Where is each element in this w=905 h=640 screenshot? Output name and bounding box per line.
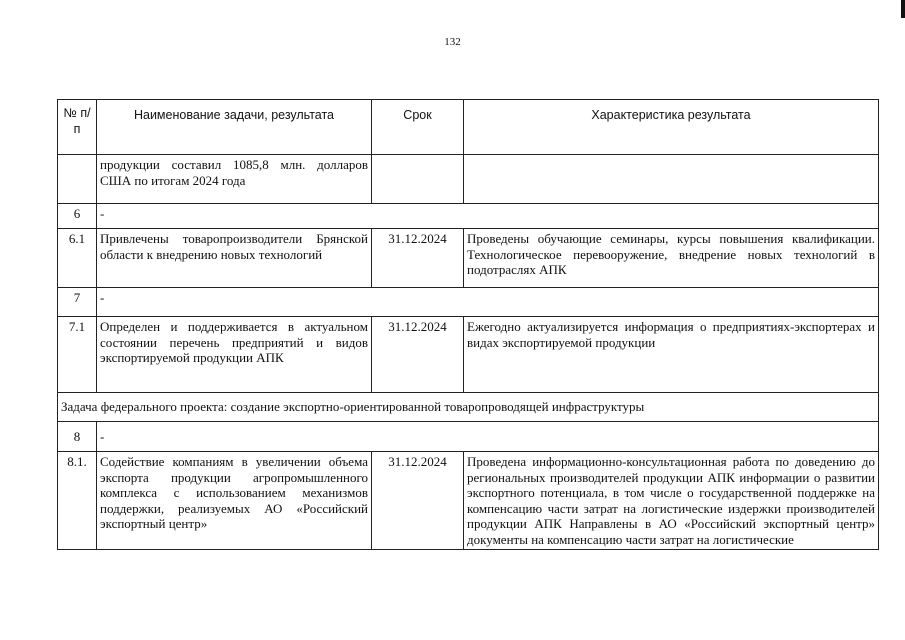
row-num: 7.1 [58,317,97,393]
row-name: Привлечены товаропроизводители Брянской области к внедрению новых технологий [97,229,372,288]
header-name: Наименование задачи, результата [97,100,372,155]
header-result: Характеристика результата [464,100,879,155]
header-num: № п/п [58,100,97,155]
row-name: Определен и поддерживается в актуальном состоянии перечень предприятий и видов экспортируемой продукции АПК [97,317,372,393]
section-name: - [97,288,879,317]
table-row [58,229,879,288]
row-result: Проведены обучающие семинары, курсы повышения квалификации. Технологическое перевооружение, внедрение новых технологий в подотраслях АПК [464,229,879,288]
section-num: 6 [58,204,97,229]
task-row [58,393,879,422]
row-num: 8.1. [58,452,97,550]
row-result: Ежегодно актуализируется информация о предприятиях-экспортерах и видах экспортируемой продукции [464,317,879,393]
table-row [58,155,879,204]
page-number: 132 [444,36,461,48]
section-num: 7 [58,288,97,317]
scan-edge-mark [901,0,905,18]
header-term: Срок [372,100,464,155]
row-num [58,155,97,204]
section-num: 8 [58,422,97,452]
table-row [58,317,879,393]
table-header-row [58,100,879,155]
row-term: 31.12.2024 [372,452,464,550]
row-term: 31.12.2024 [372,229,464,288]
section-row [58,204,879,229]
row-result: Проведена информационно-консультационная работа по доведению до региональных производителей продукции АПК информации о развитии экспортного потенциала, в том числе о государственной поддержке на компенсацию части затрат на логистические издержки производителей продукции АПК Направлены в АО «Российский экспортный центр» документы на компенсацию части затрат на логистические [464,452,879,550]
row-num: 6.1 [58,229,97,288]
row-term: 31.12.2024 [372,317,464,393]
results-table [57,99,879,550]
section-row [58,288,879,317]
section-name: - [97,204,879,229]
row-result [464,155,879,204]
row-name: продукции составил 1085,8 млн. долларов США по итогам 2024 года [97,155,372,204]
task-title: Задача федерального проекта: создание экспортно-ориентированной товаропроводящей инфраструктуры [58,393,879,422]
section-row [58,422,879,452]
section-name: - [97,422,879,452]
table-row [58,452,879,550]
row-name: Содействие компаниям в увеличении объема экспорта продукции агропромышленного комплекса с использованием механизмов поддержки, реализуемых АО «Российский экспортный центр» [97,452,372,550]
row-term [372,155,464,204]
